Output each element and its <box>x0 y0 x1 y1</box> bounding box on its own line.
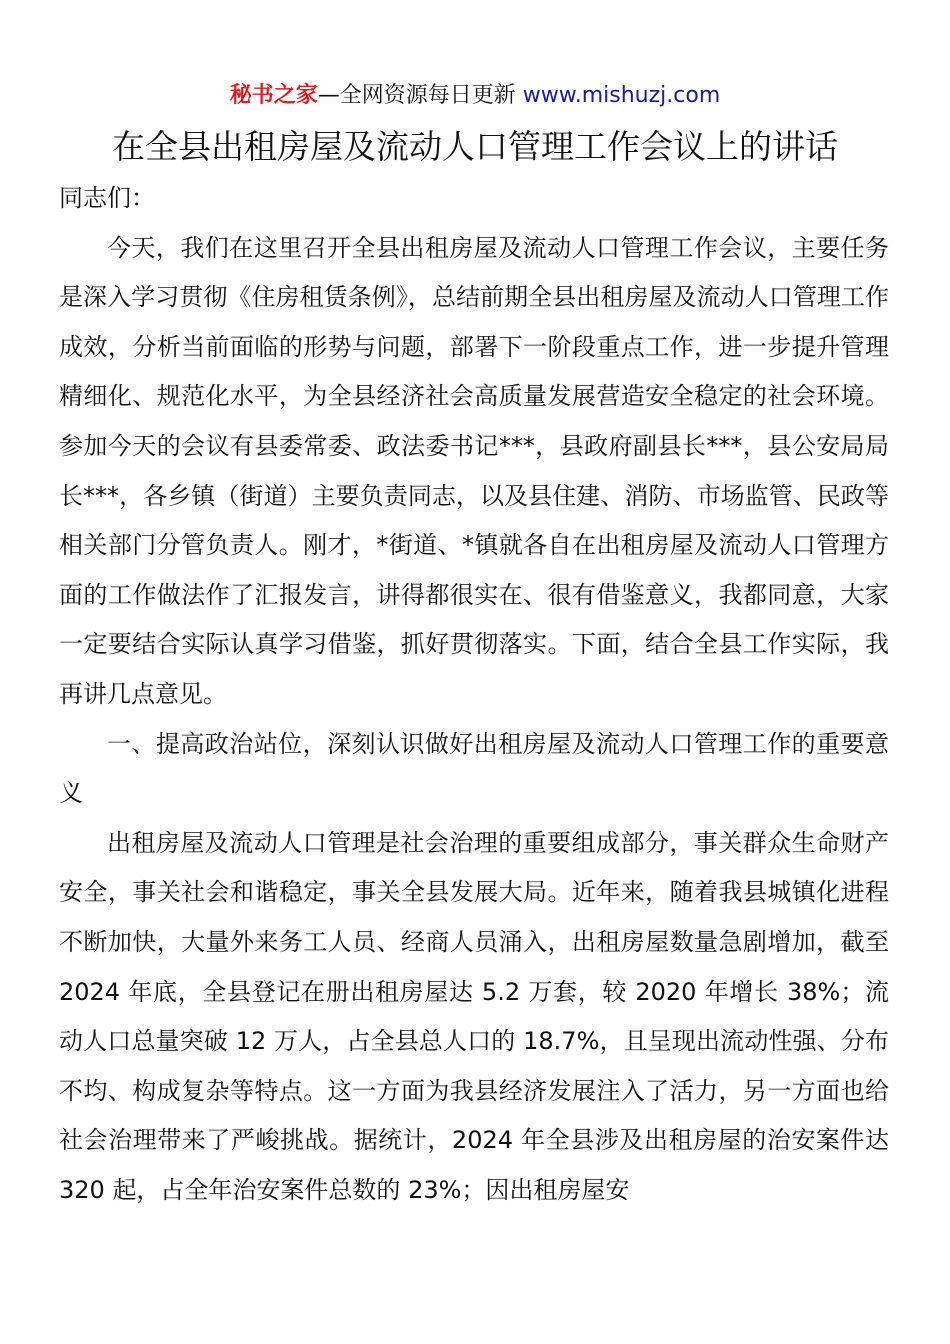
document-body <box>59 174 889 1215</box>
site-url[interactable]: www.mishuzj.com <box>522 83 721 108</box>
brand-name: 秘书之家 <box>229 83 318 108</box>
section-heading-1: 一、提高政治站位，深刻认识做好出租房屋及流动人口管理工作的重要意义 <box>59 729 889 808</box>
paragraph-intro: 今天，我们在这里召开全县出租房屋及流动人口管理工作会议，主要任务是深入学习贯彻《住房租赁条例》，总结前期全县出租房屋及流动人口管理工作成效，分析当前面临的形势与问题，部署下一阶段重点工作，进一步提升管理精细化、规范化水平，为全县经济社会高质量发展营造安全稳定的社会环境。参加今天的会议有县委常委、政法委书记***，县政府副县长***，县公安局局长***，各乡镇（街道）主要负责同志，以及县住建、消防、市场监管、民政等相关部门分管负责人。刚才，*街道、*镇就各自在出租房屋及流动人口管理方面的工作做法作了汇报发言，讲得都很实在、很有借鉴意义，我都同意，大家一定要结合实际认真学习借鉴，抓好贯彻落实。下面，结合全县工作实际，我再讲几点意见。 <box>59 233 889 708</box>
salutation: 同志们： <box>59 184 155 212</box>
document-title: 在全县出租房屋及流动人口管理工作会议上的讲话 <box>112 127 838 166</box>
header-slogan: —全网资源每日更新 <box>317 83 523 108</box>
paragraph-section-1: 出租房屋及流动人口管理是社会治理的重要组成部分，事关群众生命财产安全，事关社会和谐稳定，事关全县发展大局。近年来，随着我县城镇化进程不断加快，大量外来务工人员、经商人员涌入，出租房屋数量急剧增加，截至 2024 年底，全县登记在册出租房屋达 5.2 万套，较 2020 年增长 38%；流动人口总量突破 12 万人，占全县总人口的 18.7%，且呈现出流动性强、分布不均、构成复杂等特点。这一方面为我县经济发展注入了活力，另一方面也给社会治理带来了严峻挑战。据统计，2024 年全县涉及出租房屋的治安案件达 320 起，占全年治安案件总数的 23%；因出租房屋安 <box>59 828 889 1204</box>
site-header <box>0 80 950 112</box>
